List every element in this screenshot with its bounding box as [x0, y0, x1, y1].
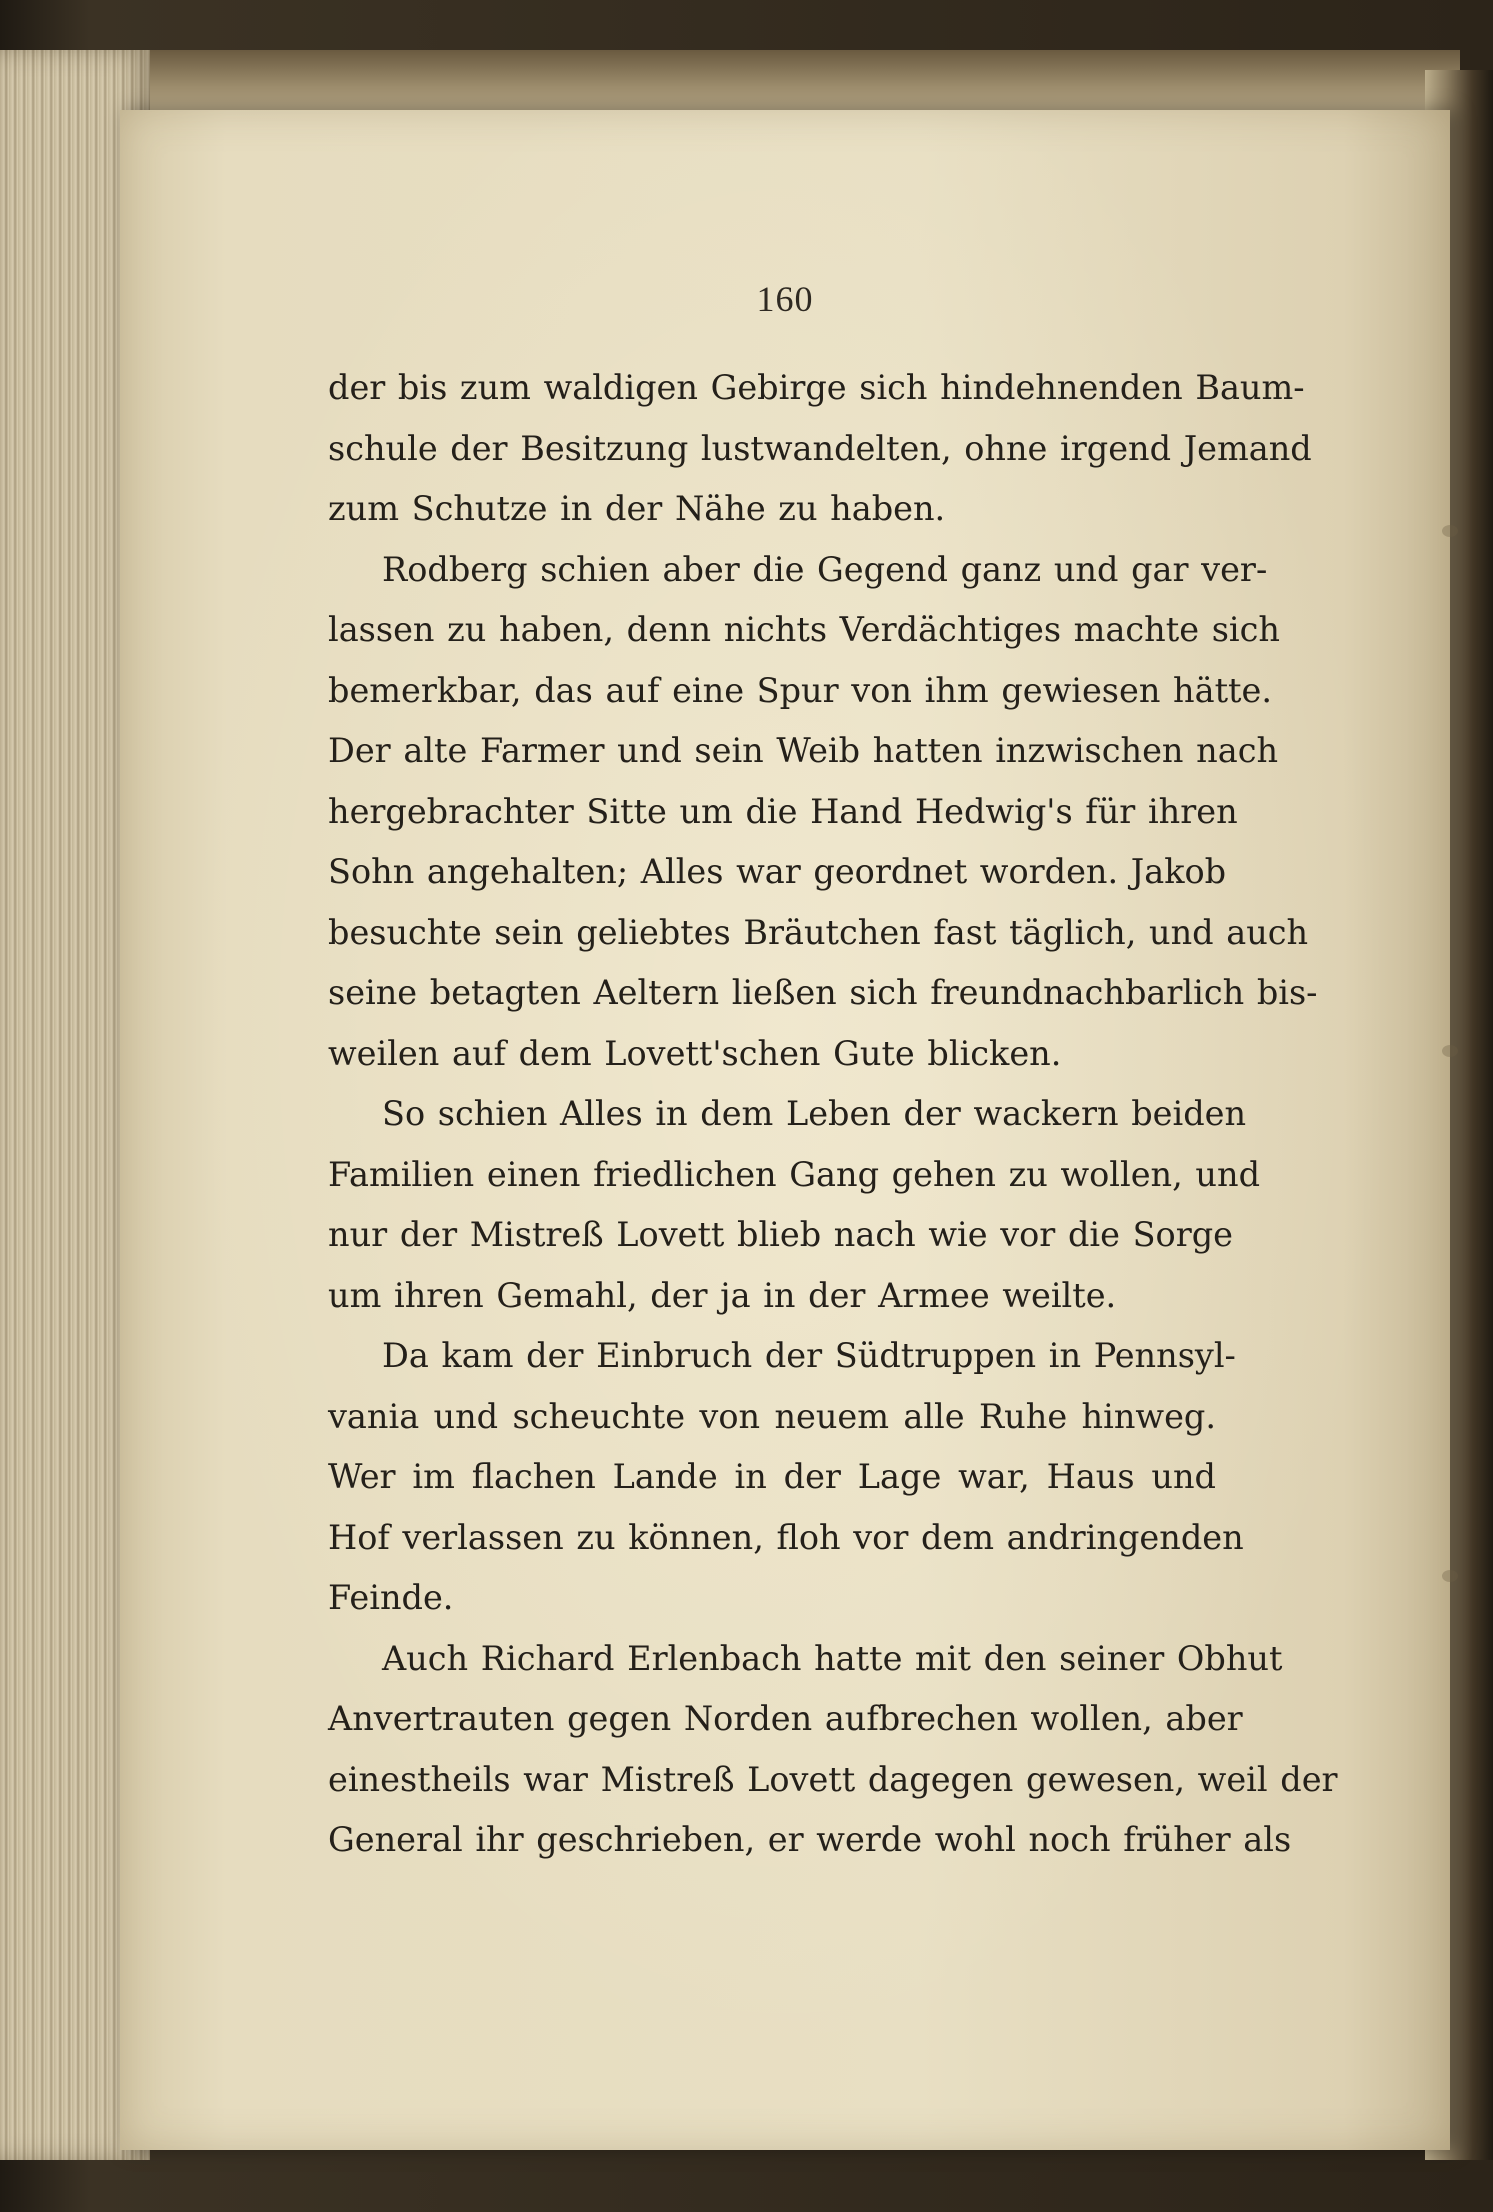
- text-line: bemerkbar, das auf eine Spur von ihm gewiesen hätte.: [328, 670, 1272, 710]
- page-number: 160: [756, 279, 814, 319]
- page-fold-mark: [1442, 525, 1458, 537]
- text-line: So schien Alles in dem Leben der wackern beiden: [382, 1094, 1247, 1133]
- text-line: Rodberg schien aber die Gegend ganz und gar ver-: [382, 549, 1268, 589]
- page-text: [328, 358, 1338, 1958]
- page-fold-mark: [1442, 1570, 1458, 1582]
- text-line: nur der Mistreß Lovett blieb nach wie vor die Sorge: [328, 1215, 1233, 1254]
- text-line: lassen zu haben, denn nichts Verdächtiges machte sich: [328, 610, 1280, 649]
- text-line: hergebrachter Sitte um die Hand Hedwig's für ihren: [328, 791, 1238, 831]
- text-line: einestheils war Mistreß Lovett dagegen gewesen, weil der: [328, 1759, 1338, 1799]
- text-line: Auch Richard Erlenbach hatte mit den seiner Obhut: [382, 1638, 1283, 1678]
- text-line: vania und scheuchte von neuem alle Ruhe hinweg.: [328, 1396, 1216, 1436]
- text-line: um ihren Gemahl, der ja in der Armee weilte.: [328, 1275, 1117, 1315]
- text-line: Feinde.: [328, 1578, 454, 1617]
- text-line: besuchte sein geliebtes Bräutchen fast täglich, und auch: [328, 912, 1309, 952]
- text-line: Da kam der Einbruch der Südtruppen in Pennsyl-: [382, 1336, 1236, 1375]
- text-line: Hof verlassen zu können, floh vor dem andringenden: [328, 1517, 1244, 1557]
- text-line: weilen auf dem Lovett'schen Gute blicken.: [328, 1033, 1062, 1073]
- text-line: Wer im flachen Lande in der Lage war, Haus und: [328, 1457, 1216, 1496]
- text-line: Anvertrauten gegen Norden aufbrechen wollen, aber: [328, 1699, 1243, 1738]
- text-line: schule der Besitzung lustwandelten, ohne irgend Jemand: [328, 428, 1312, 468]
- text-line: seine betagten Aeltern ließen sich freundnachbarlich bis-: [328, 973, 1318, 1012]
- book-page: [120, 110, 1450, 2150]
- text-line: zum Schutze in der Nähe zu haben.: [328, 489, 946, 528]
- text-line: Der alte Farmer und sein Weib hatten inzwischen nach: [328, 731, 1279, 770]
- text-line: General ihr geschrieben, er werde wohl noch früher als: [328, 1820, 1292, 1859]
- text-line: Sohn angehalten; Alles war geordnet worden. Jakob: [328, 852, 1227, 891]
- text-line: der bis zum waldigen Gebirge sich hindehnenden Baum-: [328, 368, 1305, 407]
- page-fold-mark: [1442, 1045, 1458, 1057]
- text-line: Familien einen friedlichen Gang gehen zu wollen, und: [328, 1154, 1261, 1194]
